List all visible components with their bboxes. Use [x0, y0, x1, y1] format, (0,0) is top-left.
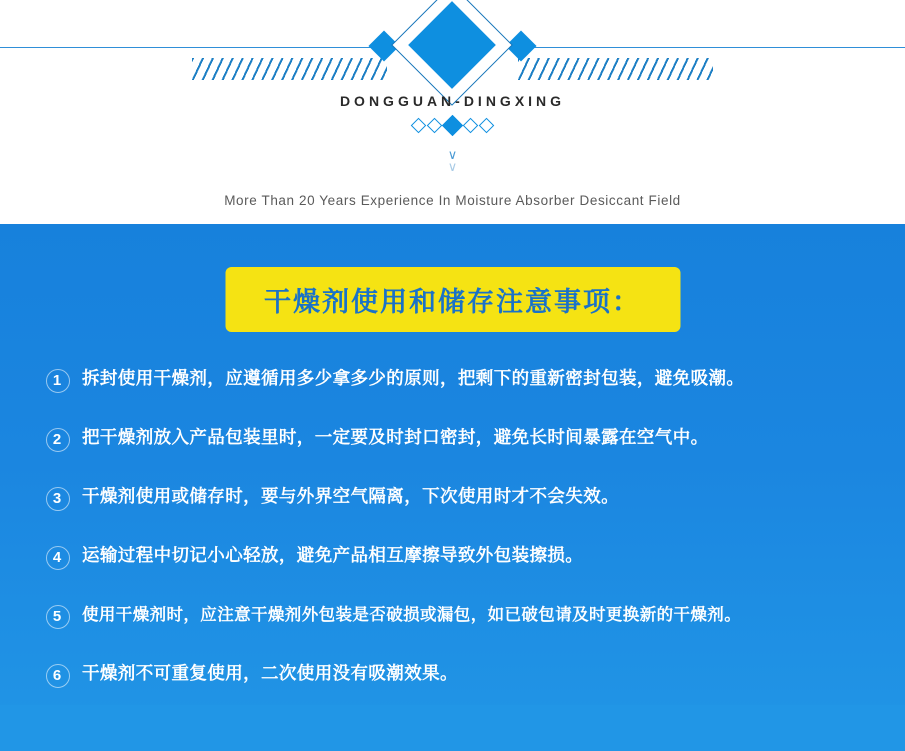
list-item-number: 6: [44, 662, 70, 688]
list-item-number: 4: [44, 544, 70, 570]
list-item-number: 3: [44, 485, 70, 511]
notice-list: [0, 366, 905, 720]
chevron-down-icon-secondary: ∨: [447, 159, 458, 174]
mini-diamond-icon: [427, 118, 443, 134]
logo-diamond-icon: [408, 1, 496, 89]
list-item-text: 干燥剂使用或储存时，要与外界空气隔离，下次使用时才不会失效。: [82, 487, 619, 507]
list-item: [0, 484, 905, 543]
list-item-number: 1: [44, 367, 70, 393]
mini-diamond-icon: [479, 118, 495, 134]
hatch-pattern-left: [192, 58, 387, 80]
content-panel: [0, 224, 905, 751]
page-title: 干燥剂使用和储存注意事项：: [264, 287, 641, 318]
section-title-box: [225, 267, 680, 332]
footer-strip: [0, 705, 905, 751]
list-item-text: 拆封使用干燥剂，应遵循用多少拿多少的原则，把剩下的重新密封包装，避免吸潮。: [82, 369, 745, 389]
list-item-number: 5: [44, 603, 70, 629]
hatch-pattern-right: [518, 58, 713, 80]
list-item: [0, 366, 905, 425]
mini-diamond-filled-icon: [442, 115, 463, 136]
list-item-number: 2: [44, 426, 70, 452]
diamond-icon-left: [368, 30, 399, 61]
list-item-text: 运输过程中切记小心轻放，避免产品相互摩擦导致外包装擦损。: [82, 546, 584, 566]
list-item-text: 干燥剂不可重复使用，二次使用没有吸潮效果。: [82, 664, 458, 684]
list-item-text: 把干燥剂放入产品包装里时，一定要及时封口密封，避免长时间暴露在空气中。: [82, 428, 709, 448]
diamond-icon-right: [505, 30, 536, 61]
brand-name: DONGGUAN-DINGXING: [339, 93, 566, 109]
mini-diamond-icon: [463, 118, 479, 134]
list-item: [0, 425, 905, 484]
header-tagline: More Than 20 Years Experience In Moisture Absorber Desiccant Field: [224, 193, 681, 208]
chevron-down-icon: ∨: [447, 147, 458, 162]
mini-diamond-icon: [411, 118, 427, 134]
mini-diamond-row: [0, 118, 905, 133]
page-header: [0, 0, 905, 224]
list-item: [0, 543, 905, 602]
list-item: [0, 602, 905, 661]
list-item-text: 使用干燥剂时，应注意干燥剂外包装是否破损或漏包，如已破包请及时更换新的干燥剂。: [82, 605, 742, 624]
